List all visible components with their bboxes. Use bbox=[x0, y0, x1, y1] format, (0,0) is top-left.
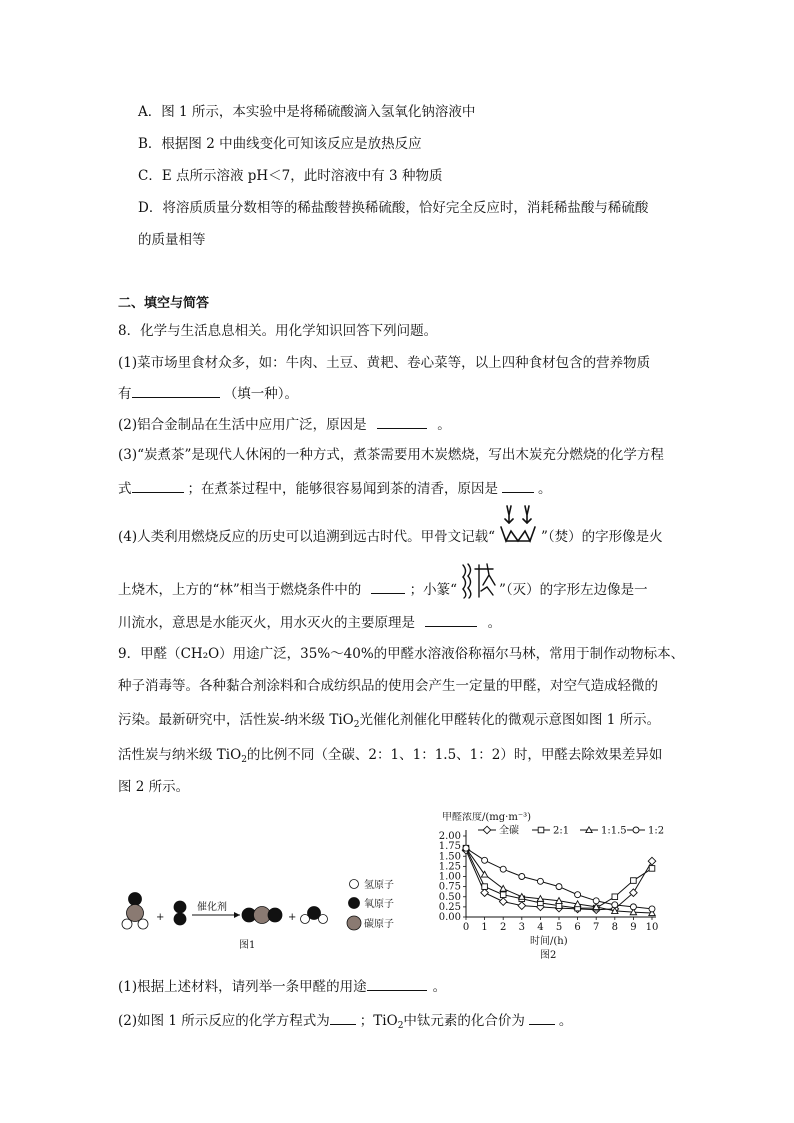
catalyst-label: 催化剂 bbox=[197, 902, 227, 913]
answer-blank[interactable] bbox=[371, 579, 405, 594]
q8-part3-suffix: 。 bbox=[538, 481, 552, 497]
q8-part4-line2-prefix: 上烧木，上方的“林”相当于燃烧条件中的 bbox=[118, 582, 362, 598]
square-marker bbox=[538, 827, 544, 833]
x-tick-label: 8 bbox=[611, 922, 618, 933]
square-marker bbox=[612, 894, 618, 900]
y-axis-label: 甲醛浓度/(mg·m⁻³) bbox=[442, 812, 532, 823]
plus-sign: + bbox=[156, 912, 165, 923]
y-tick-label: 0.00 bbox=[438, 912, 461, 923]
x-tick-label: 4 bbox=[537, 922, 544, 933]
circle-marker bbox=[500, 866, 506, 872]
y-tick-label: 0.75 bbox=[438, 881, 461, 893]
figure2-caption: 图2 bbox=[540, 950, 557, 961]
square-marker bbox=[482, 884, 488, 890]
q8-part4-line3-suffix: 。 bbox=[487, 615, 502, 631]
legend-hydrogen-label: 氢原子 bbox=[364, 880, 394, 891]
x-tick-label: 3 bbox=[518, 922, 525, 933]
q8-part3-line2 bbox=[118, 478, 552, 498]
water-molecule bbox=[301, 907, 328, 924]
circle-marker bbox=[519, 874, 525, 880]
q9-part1-prefix: (1)根据上述材料，请列举一条甲醛的用途 bbox=[118, 979, 367, 995]
x-tick-label: 5 bbox=[555, 922, 563, 933]
circle-marker bbox=[593, 898, 599, 904]
circle-marker bbox=[630, 904, 636, 910]
q9-line3-suffix: 光催化剂催化甲醛转化的微观示意图如图 1 所示。 bbox=[359, 712, 661, 728]
q8-part4-line2-suffix: ”（灭）的字形左边像是一 bbox=[499, 582, 648, 598]
q9-line4-prefix: 活性炭与纳米级 TiO bbox=[118, 747, 242, 763]
x-tick-label: 10 bbox=[645, 922, 659, 933]
answer-blank[interactable] bbox=[367, 976, 427, 991]
q9-line3-prefix: 污染。最新研究中，活性炭-纳米级 TiO bbox=[118, 712, 354, 728]
square-marker bbox=[500, 892, 506, 898]
q8-part2-suffix: 。 bbox=[437, 417, 451, 433]
figure2-chart bbox=[430, 812, 690, 964]
formaldehyde-molecule bbox=[122, 893, 148, 930]
q8-part4-line2-middle: ；小篆“ bbox=[409, 582, 458, 598]
diamond-marker bbox=[483, 826, 491, 834]
q8-part1-line2 bbox=[118, 383, 298, 403]
q8-part3-prefix: 式 bbox=[118, 481, 132, 497]
x-axis-label: 时间/(h) bbox=[530, 936, 568, 947]
figure1-caption: 图1 bbox=[239, 940, 256, 951]
arrow-head bbox=[234, 912, 240, 918]
x-tick-label: 9 bbox=[630, 922, 637, 933]
oxygen-atom bbox=[174, 901, 186, 913]
y-tick-label: 1.00 bbox=[438, 871, 461, 883]
legend-label: 全碳 bbox=[499, 825, 519, 837]
q9-part2-suffix: 。 bbox=[558, 1013, 573, 1029]
q9-line1: 9．甲醛（CH₂O）用途广泛，35%～40%的甲醛水溶液俗称福尔马林，常用于制作动物标本、 bbox=[118, 646, 685, 662]
circle-marker bbox=[556, 884, 562, 890]
option-a: A．图 1 所示，本实验中是将稀硫酸滴入氢氧化钠溶液中 bbox=[138, 104, 476, 120]
subscript-2: 2 bbox=[241, 755, 247, 765]
q8-part1-prefix: 有 bbox=[118, 386, 132, 402]
hydrogen-atom bbox=[301, 915, 310, 924]
q8-part4-line3-prefix: 川流水，意思是水能灭火，用水灭火的主要原理是 bbox=[118, 615, 415, 631]
legend-oxygen-swatch bbox=[349, 898, 360, 909]
answer-blank[interactable] bbox=[529, 1010, 555, 1025]
q9-part2-mid-b: 中钛元素的化合价为 bbox=[403, 1013, 525, 1029]
q8-part1-line1: (1)菜市场里食材众多，如：牛肉、土豆、黄耙、卷心菜等，以上四种食材包含的营养物质 bbox=[118, 355, 651, 371]
y-tick-label: 1.75 bbox=[438, 841, 461, 853]
diamond-marker bbox=[518, 902, 526, 910]
legend-oxygen-label: 氧原子 bbox=[364, 899, 394, 910]
circle-marker bbox=[633, 827, 639, 833]
circle-marker bbox=[537, 878, 543, 884]
y-tick-label: 0.50 bbox=[438, 891, 461, 903]
y-tick-label: 2.00 bbox=[438, 831, 461, 842]
q9-part2-mid-a: ；TiO bbox=[359, 1013, 398, 1029]
y-tick-label: 0.25 bbox=[438, 901, 461, 913]
diamond-marker bbox=[499, 898, 507, 906]
q8-stem: 8．化学与生活息息相关。用化学知识回答下列问题。 bbox=[118, 323, 438, 339]
legend-carbon-swatch bbox=[347, 916, 361, 930]
diamond-marker bbox=[648, 857, 656, 865]
q8-part2 bbox=[118, 414, 451, 434]
oxygen-molecule bbox=[174, 901, 186, 925]
q8-part4-line2 bbox=[118, 575, 648, 606]
q9-line5: 图 2 所示。 bbox=[118, 779, 190, 795]
oxygen-atom bbox=[129, 893, 142, 906]
q9-line4-suffix: 的比例不同（全碳、2：1、1：1.5、1：2）时，甲醛去除效果差异如 bbox=[246, 747, 663, 763]
legend-carbon-label: 碳原子 bbox=[364, 919, 394, 930]
answer-blank[interactable] bbox=[502, 478, 534, 493]
plus-sign: + bbox=[288, 912, 297, 923]
hydrogen-atom bbox=[138, 919, 148, 929]
square-marker bbox=[649, 866, 655, 872]
hydrogen-atom bbox=[319, 915, 328, 924]
q9-part1-suffix: 。 bbox=[432, 979, 447, 995]
hydrogen-atom bbox=[122, 919, 132, 929]
x-tick-label: 7 bbox=[593, 922, 600, 933]
q9-line3 bbox=[118, 711, 660, 734]
legend-label: 1:2 bbox=[648, 825, 665, 837]
q9-line2: 种子消毒等。各种黏合剂涂料和合成纺织品的使用会产生一定量的甲醛，对空气造成轻微的 bbox=[118, 678, 658, 694]
oxygen-atom bbox=[174, 913, 186, 925]
legend-hydrogen-swatch bbox=[350, 880, 359, 889]
y-tick-label: 1.50 bbox=[438, 851, 461, 863]
atom-legend bbox=[347, 878, 394, 930]
q9-part1 bbox=[118, 976, 446, 996]
answer-blank[interactable] bbox=[425, 612, 477, 627]
subscript-2: 2 bbox=[397, 1021, 404, 1031]
q8-part4-line3 bbox=[118, 612, 501, 632]
q8-part4-prefix: (4)人类利用燃烧反应的历史可以追溯到远古时代。甲骨文记载“ bbox=[118, 529, 496, 545]
circle-marker bbox=[575, 892, 581, 898]
option-d: D．将溶质质量分数相等的稀盐酸替换稀硫酸，恰好完全反应时，消耗稀盐酸与稀硫酸 bbox=[138, 200, 649, 216]
legend-label: 2:1 bbox=[553, 825, 570, 837]
q8-part4-glyph-suffix: ”（焚）的字形像是火 bbox=[541, 529, 663, 545]
section-title: 二、填空与简答 bbox=[118, 296, 210, 311]
option-c: C．E 点所示溶液 pH＜7，此时溶液中有 3 种物质 bbox=[138, 168, 443, 184]
x-tick-label: 1 bbox=[481, 922, 488, 933]
answer-blank[interactable] bbox=[132, 478, 184, 493]
option-b: B．根据图 2 中曲线变化可知该反应是放热反应 bbox=[138, 136, 422, 152]
circle-marker bbox=[649, 906, 655, 912]
legend-label: 1:1.5 bbox=[601, 825, 627, 837]
x-tick-label: 0 bbox=[462, 922, 470, 933]
q8-part4-line1 bbox=[118, 523, 663, 552]
oxygen-atom bbox=[268, 908, 282, 922]
q9-part2 bbox=[118, 1010, 572, 1035]
figure1-reaction-diagram bbox=[118, 872, 418, 962]
q8-part3-middle: ；在煮茶过程中，能够很容易闻到茶的清香，原因是 bbox=[187, 481, 498, 497]
answer-blank[interactable] bbox=[132, 383, 220, 398]
diamond-marker bbox=[481, 889, 489, 897]
circle-marker bbox=[482, 857, 488, 863]
q8-part3-line1: (3)“炭煮茶”是现代人休闲的一种方式，煮茶需要用木炭燃烧，写出木炭充分燃烧的化学方程 bbox=[118, 447, 664, 463]
q8-part1-suffix: （填一种）。 bbox=[223, 386, 299, 402]
square-marker bbox=[631, 878, 637, 884]
circle-marker bbox=[612, 902, 618, 908]
q9-line4 bbox=[118, 746, 662, 769]
subscript-2: 2 bbox=[353, 720, 360, 730]
answer-blank[interactable] bbox=[377, 414, 427, 429]
y-tick-label: 1.25 bbox=[438, 861, 461, 873]
option-d-continued: 的质量相等 bbox=[138, 232, 206, 248]
carbon-dioxide-molecule bbox=[242, 907, 282, 924]
q9-part2-prefix: (2)如图 1 所示反应的化学方程式为 bbox=[118, 1013, 330, 1029]
x-tick-label: 2 bbox=[500, 922, 507, 933]
carbon-atom bbox=[127, 905, 144, 922]
circle-marker bbox=[463, 845, 469, 851]
oracle-bone-fen-glyph bbox=[497, 523, 539, 552]
x-tick-label: 6 bbox=[574, 922, 581, 933]
small-seal-mie-glyph bbox=[459, 575, 497, 606]
answer-blank[interactable] bbox=[330, 1010, 356, 1025]
q8-part2-prefix: (2)铝合金制品在生活中应用广泛，原因是 bbox=[118, 417, 367, 433]
